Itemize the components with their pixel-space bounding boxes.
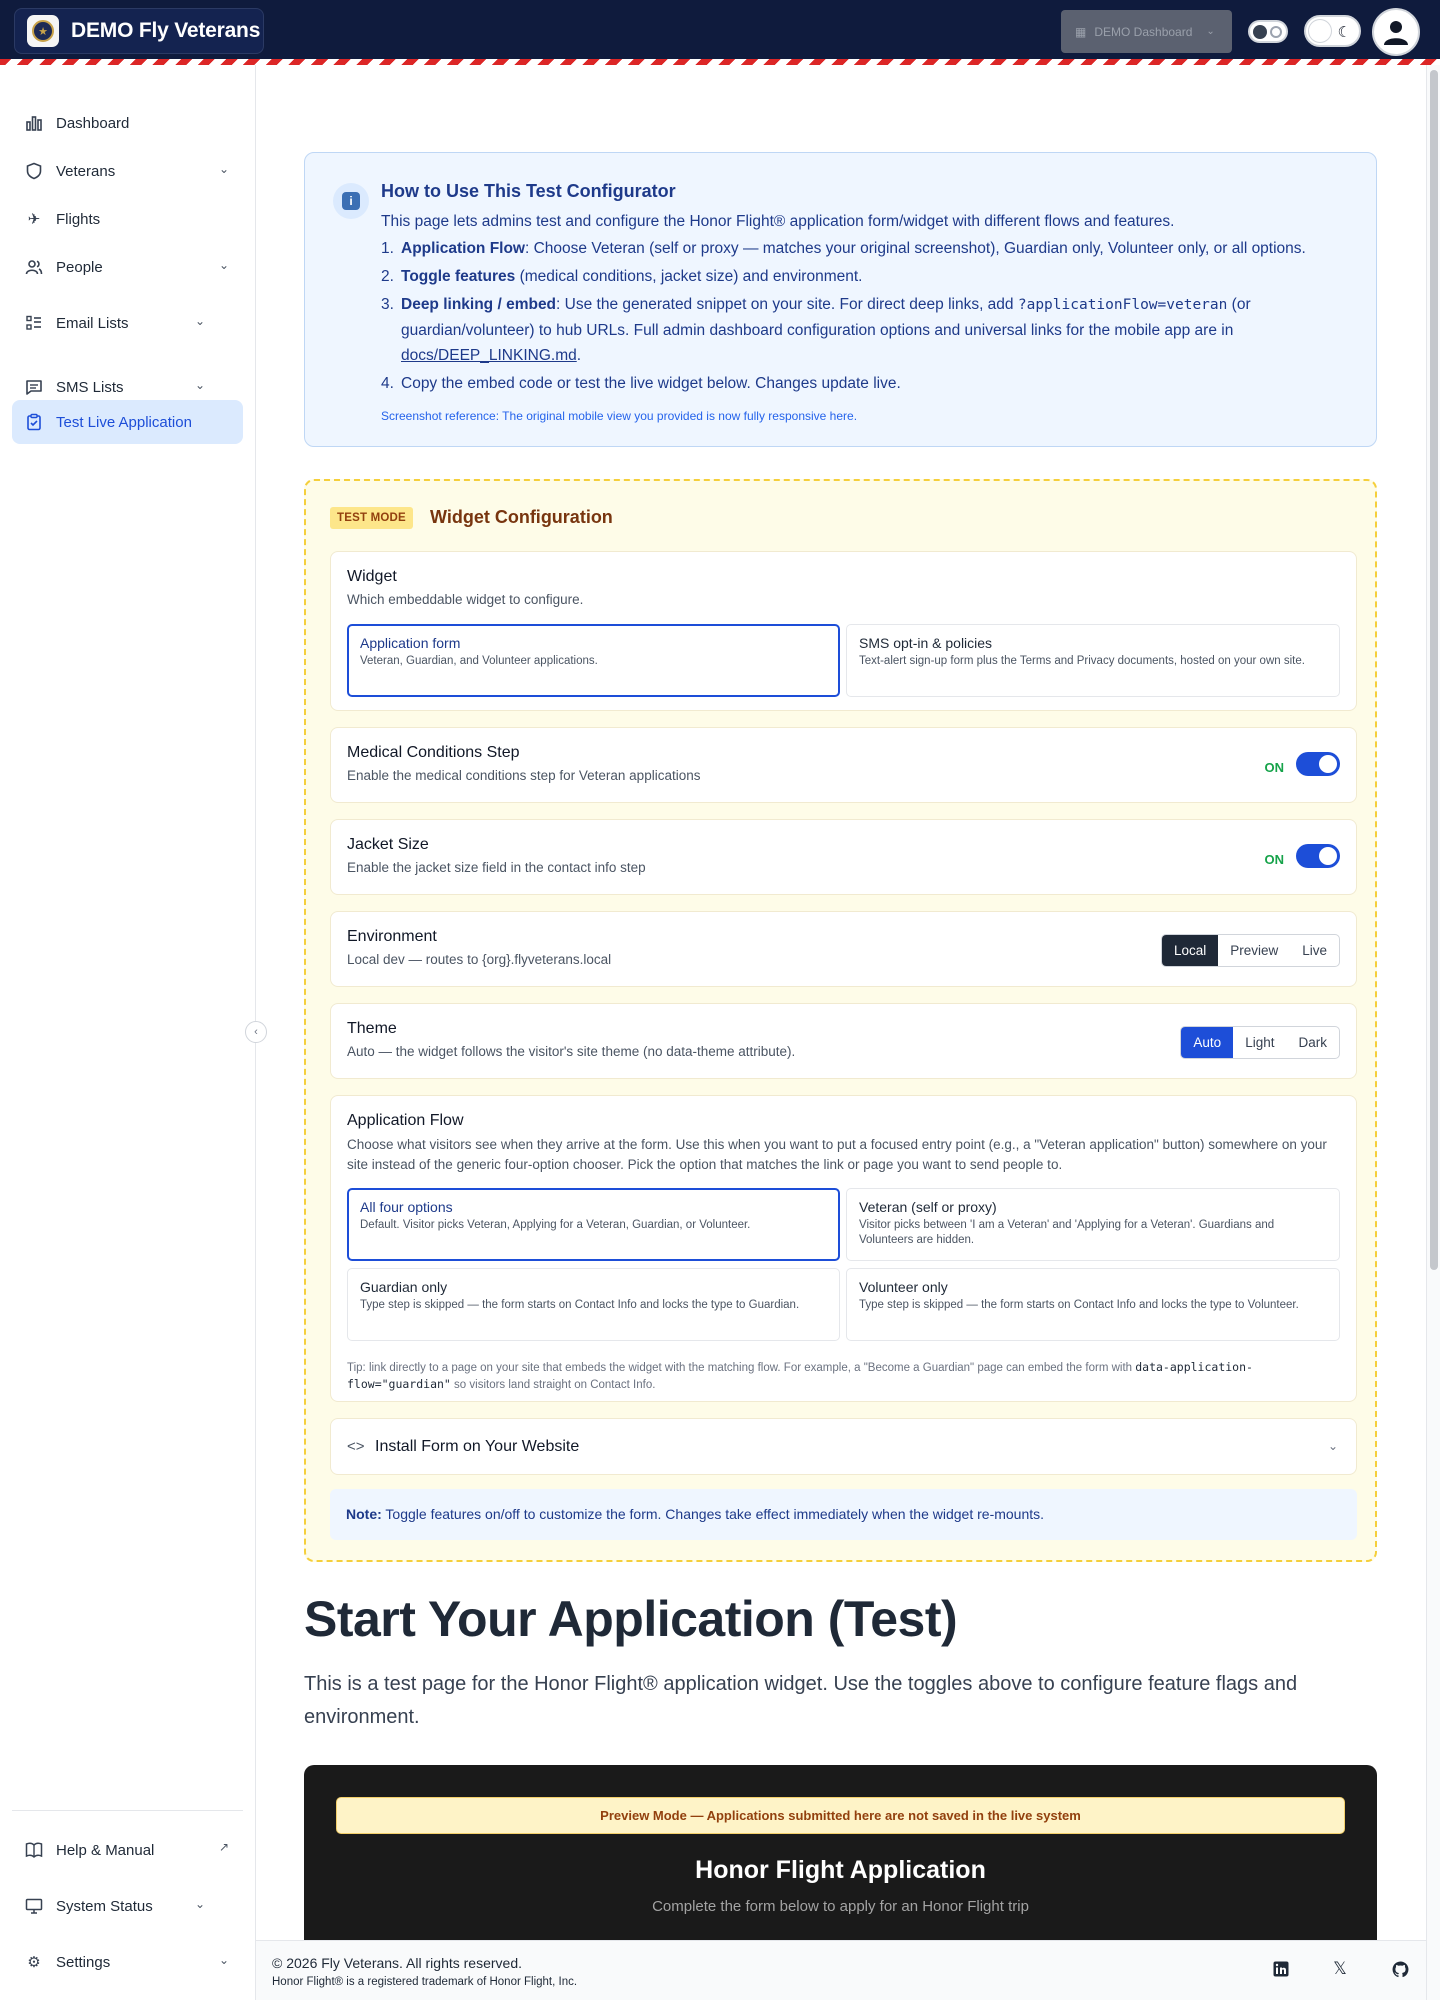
monitor-icon — [24, 1896, 44, 1916]
sidebar-divider — [12, 1810, 243, 1811]
env-option-local[interactable]: Local — [1162, 935, 1218, 966]
sun-icon — [1270, 26, 1282, 38]
flow-tip: Tip: link directly to a page on your site that embeds the widget with the matching flow. For example, a "Become a Guardian" page can embed the form with data-application-flow="guardian" so visitors land straight on Contact Info. — [347, 1360, 1253, 1391]
env-option-preview[interactable]: Preview — [1230, 943, 1279, 958]
card-title: Environment — [347, 928, 437, 945]
info-reference: Screenshot reference: The original mobile view you provided is now fully responsive here. — [381, 409, 858, 423]
card-title: Application Flow — [347, 1112, 464, 1129]
page-scrollbar[interactable] — [1426, 65, 1440, 2000]
grid-icon: ▦ — [1075, 24, 1087, 39]
card-subtitle: Enable the jacket size field in the contact info step — [347, 860, 646, 875]
bar-chart-icon — [24, 113, 44, 133]
sidebar-item-people[interactable] — [12, 245, 243, 289]
card-subtitle: Local dev — routes to {org}.flyveterans.local — [347, 952, 612, 967]
plane-icon: ✈ — [27, 211, 41, 228]
dark-mode-toggle[interactable] — [1304, 15, 1361, 47]
widget-configuration-panel — [304, 479, 1377, 1562]
x-icon[interactable]: 𝕏 — [1333, 1959, 1347, 1978]
theme-card — [330, 1003, 1357, 1079]
info-step: 4. Copy the embed code or test the live widget below. Changes update live. — [381, 375, 901, 392]
theme-selector — [1180, 1026, 1340, 1059]
chevron-down-icon: ⌄ — [194, 1897, 205, 1911]
widget-option-sms-optin[interactable]: SMS opt-in & policies Text-alert sign-up form plus the Terms and Privacy documents, hosted on your own site. — [846, 624, 1340, 697]
chevron-down-icon: ⌄ — [218, 1953, 229, 1967]
chevron-down-icon: ⌄ — [194, 314, 205, 328]
chevron-down-icon: ⌄ — [218, 162, 229, 176]
footer-copyright: © 2026 Fly Veterans. All rights reserved. — [272, 1955, 522, 1971]
sidebar — [0, 65, 256, 2000]
sidebar-item-test-live-application[interactable] — [12, 400, 243, 444]
card-title: Widget — [347, 568, 397, 585]
sidebar-item-label: People — [56, 258, 103, 276]
sidebar-item-veterans[interactable] — [12, 149, 243, 193]
jacket-size-card — [330, 819, 1357, 895]
sidebar-item-label: Veterans — [56, 162, 116, 180]
page-lead: This is a test page for the Honor Flight® application widget. Use the toggles above to configure feature flags and environment. — [304, 1673, 1298, 1728]
sidebar-item-label: Test Live Application — [56, 413, 192, 431]
on-label: ON — [1264, 852, 1284, 867]
sidebar-item-label: System Status — [56, 1897, 153, 1915]
shield-icon — [24, 161, 44, 181]
sidebar-item-settings[interactable] — [12, 1940, 243, 1984]
footer-trademark: Honor Flight® is a registered trademark of Honor Flight, Inc. — [272, 1976, 578, 1988]
sidebar-item-dashboard[interactable] — [12, 101, 243, 145]
card-title: Medical Conditions Step — [347, 744, 520, 761]
dashboard-selector-label: DEMO Dashboard — [1094, 24, 1193, 39]
jacket-size-toggle[interactable] — [1296, 844, 1340, 868]
on-label: ON — [1264, 760, 1284, 775]
brand-name: DEMO Fly Veterans — [71, 19, 261, 42]
users-icon — [24, 257, 44, 277]
config-title: Widget Configuration — [430, 507, 613, 527]
theme-option-auto[interactable]: Auto — [1181, 1027, 1233, 1058]
info-intro: This page lets admins test and configure the Honor Flight® application form/widget with different flows and features. — [381, 213, 1175, 230]
footer — [256, 1940, 1426, 2000]
install-form-accordion[interactable] — [330, 1418, 1357, 1475]
preview-mode-banner: Preview Mode — Applications submitted here are not saved in the live system — [336, 1797, 1345, 1834]
sidebar-item-email-lists[interactable] — [12, 301, 243, 345]
card-subtitle: Which embeddable widget to configure. — [347, 592, 584, 607]
environment-selector — [1161, 934, 1340, 967]
clipboard-icon — [24, 412, 44, 432]
info-step: 1. Application Flow: Choose Veteran (self or proxy — matches your original screenshot), Guardian only, Volunteer only, or all options. — [381, 240, 1306, 257]
chevron-down-icon: ⌄ — [218, 258, 229, 272]
list-icon — [24, 313, 44, 333]
environment-card — [330, 911, 1357, 987]
config-note: Note: Toggle features on/off to customize the form. Changes take effect immediately when the widget re-mounts. — [330, 1489, 1357, 1540]
card-subtitle: Enable the medical conditions step for Veteran applications — [347, 768, 701, 783]
theme-option-light[interactable]: Light — [1245, 1035, 1275, 1050]
sidebar-item-label: Flights — [56, 210, 101, 228]
sidebar-item-help-manual[interactable] — [12, 1828, 243, 1872]
card-title: Jacket Size — [347, 836, 429, 853]
info-icon: i — [333, 183, 369, 219]
toggle-knob — [1309, 20, 1331, 42]
medical-conditions-card — [330, 727, 1357, 803]
main-content — [256, 65, 1426, 1940]
github-icon[interactable] — [1390, 1959, 1410, 1979]
flow-option-guardian[interactable]: Guardian only Type step is skipped — the form starts on Contact Info and locks the type to Guardian. — [347, 1268, 840, 1341]
book-icon — [24, 1840, 44, 1860]
preview-title: Honor Flight Application — [695, 1856, 986, 1884]
dashboard-selector[interactable] — [1061, 10, 1232, 53]
env-option-live[interactable]: Live — [1302, 943, 1327, 958]
gear-icon: ⚙ — [27, 1954, 41, 1971]
mode-toggle[interactable] — [1248, 20, 1288, 43]
sidebar-item-flights[interactable] — [12, 197, 243, 241]
info-panel — [304, 152, 1377, 447]
card-subtitle: Auto — the widget follows the visitor's site theme (no data-theme attribute). — [347, 1044, 796, 1059]
moon-icon: ☾ — [1337, 24, 1351, 41]
card-title: Theme — [347, 1020, 397, 1037]
linkedin-icon[interactable] — [1271, 1959, 1291, 1979]
deep-link-code: ?applicationFlow=veteran — [1017, 297, 1228, 313]
info-title: How to Use This Test Configurator — [381, 181, 676, 201]
medical-conditions-toggle[interactable] — [1296, 752, 1340, 776]
sidebar-item-label: SMS Lists — [56, 378, 124, 396]
sidebar-item-label: Email Lists — [56, 314, 129, 332]
sidebar-item-label: Help & Manual — [56, 1841, 155, 1859]
code-icon: <> — [347, 1438, 365, 1455]
card-subtitle: Choose what visitors see when they arrive at the form. Use this when you want to put a focused entry point (e.g., a "Veteran application" button) somewhere on your site instead of the generic four-option chooser. Pick the option that matches the link or page you want to send people to. — [347, 1137, 1327, 1172]
toggle-knob — [1253, 25, 1267, 39]
chevron-down-icon: ⌄ — [1206, 26, 1215, 37]
brand-button[interactable] — [14, 8, 264, 54]
sidebar-item-label: Dashboard — [56, 114, 130, 132]
sidebar-item-system-status[interactable] — [12, 1884, 243, 1928]
docs-link[interactable]: docs/DEEP_LINKING.md — [401, 347, 577, 364]
top-bar — [0, 0, 1440, 65]
preview-subtitle: Complete the form below to apply for an Honor Flight trip — [652, 1898, 1029, 1915]
info-step: 3. Deep linking / embed: Use the generated snippet on your site. For direct deep links, add ?applicationFlow=veteran (or guardian/volunteer) to hub URLs. Full admin dashboard configuration options and universal links for the mobile app are in docs/DEEP_LINKING.md. — [381, 296, 1251, 364]
sidebar-collapse-button[interactable] — [245, 1021, 267, 1043]
chevron-down-icon: ⌄ — [194, 378, 205, 392]
info-steps — [381, 236, 1361, 399]
message-icon — [24, 377, 44, 397]
external-link-icon: ↗ — [218, 1840, 229, 1854]
scrollbar-thumb[interactable] — [1430, 70, 1438, 1270]
brand-logo: ★ — [27, 15, 59, 47]
sidebar-item-label: Settings — [56, 1953, 111, 1971]
page-title: Start Your Application (Test) — [304, 1591, 958, 1647]
test-mode-badge: TEST MODE — [330, 507, 413, 529]
info-step: 2. Toggle features (medical conditions, jacket size) and environment. — [381, 268, 863, 285]
flow-option-veteran[interactable]: Veteran (self or proxy) Visitor picks between 'I am a Veteran' and 'Applying for a Veteran'. Guardians and Volunteers are hidden. — [846, 1188, 1340, 1261]
user-icon — [1381, 17, 1411, 47]
widget-option-application-form[interactable]: Application form Veteran, Guardian, and Volunteer applications. — [347, 624, 840, 697]
install-form-title: Install Form on Your Website — [375, 1438, 580, 1455]
flow-option-all[interactable]: All four options Default. Visitor picks Veteran, Applying for a Veteran, Guardian, or Volunteer. — [347, 1188, 840, 1261]
chevron-left-icon: ‹ — [254, 1026, 258, 1038]
theme-option-dark[interactable]: Dark — [1298, 1035, 1327, 1050]
user-avatar[interactable] — [1372, 8, 1420, 56]
widget-card — [330, 551, 1357, 711]
application-preview — [304, 1765, 1377, 1940]
application-flow-card — [330, 1095, 1357, 1402]
chevron-down-icon: ⌄ — [1327, 1439, 1338, 1453]
flow-option-volunteer[interactable]: Volunteer only Type step is skipped — the form starts on Contact Info and locks the type to Volunteer. — [846, 1268, 1340, 1341]
